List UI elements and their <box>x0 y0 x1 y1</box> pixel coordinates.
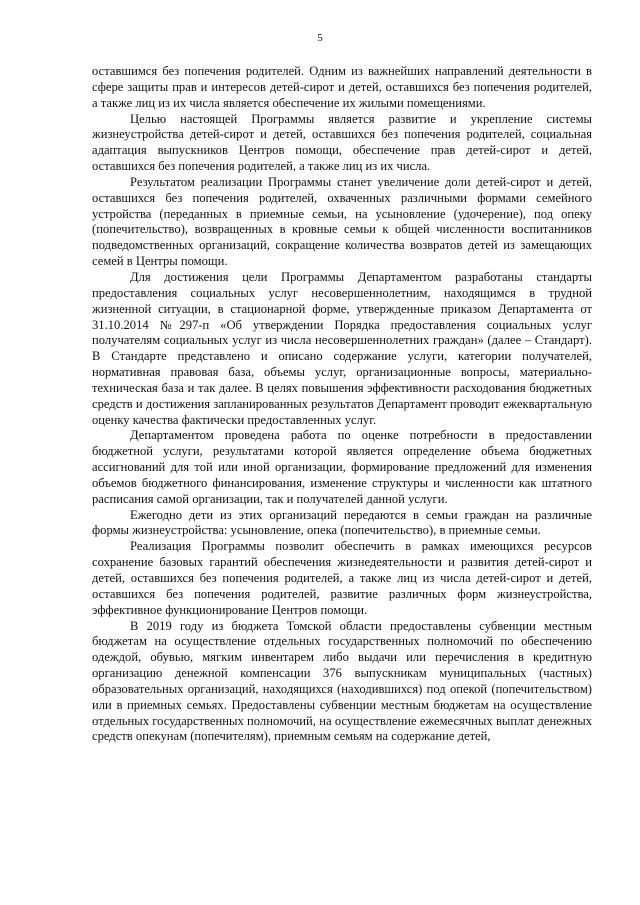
paragraph-needs-assessment: Департаментом проведена работа по оценке потребности в предоставлении бюджетной услуги, результатами которой является определение объема бюджетных ассигнований для той или иной организации, формирование предложений для изменения объемов бюджетного финансирования, изменение структуры и численности как штатного расписания самой организации, так и получателей данной услуги. <box>92 428 592 506</box>
paragraph-subventions-2019: В 2019 году из бюджета Томской области предоставлены субвенции местным бюджетам на осуществление отдельных государственных полномочий по обеспечению одеждой, обувью, мягким инвентарем либо выдачи или перечисления в кредитную организацию денежной компенсации 376 выпускникам муниципальных (частных) образовательных организаций, находящихся (находившихся) под опекой (попечительством) или в приемных семьях. Предоставлены субвенции местным бюджетам на осуществление отдельных государственных полномочий, на осуществление ежемесячных выплат денежных средств опекунам (попечителям), приемным семьям на содержание детей, <box>92 618 592 744</box>
paragraph-program-result: Результатом реализации Программы станет увеличение доли детей-сирот и детей, оставшихся без попечения родителей, охваченных различными формами семейного устройства (переданных в приемные семьи, на усыновление (удочерение), под опеку (попечительство), возвращенных в кровные семьи к общей численности воспитанников подведомственных организаций, сокращение количества возвратов детей из замещающих семей в Центры помощи. <box>92 174 592 269</box>
paragraph-program-implementation: Реализация Программы позволит обеспечить в рамках имеющихся ресурсов сохранение базовых гарантий обеспечения жизнедеятельности и развития детей-сирот и детей, оставшихся без попечения родителей, а также лиц из числа детей-сирот и детей, оставшихся без попечения родителей, развитие различных форм жизнеустройства, эффективное функционирование Центров помощи. <box>92 539 592 617</box>
page-number: 5 <box>317 32 323 44</box>
paragraph-service-standards: Для достижения цели Программы Департаментом разработаны стандарты предоставления социальных услуг несовершеннолетним, находящимся в трудной жизненной ситуации, в стационарной форме, утвержденные приказом Департамента от 31.10.2014 №297-п «Об утверждении Порядка предоставления социальных услуг получателям социальных услуг из числа несовершеннолетних граждан» (далее – Стандарт). В Стандарте представлено и описано содержание услуги, категории получателей, нормативная правовая база, объемы услуг, организационные вопросы, материально-техническая база и так далее. В целях повышения эффективности расходования бюджетных средств и достижения запланированных результатов Департамент проводит ежеквартальную оценку качества фактически предоставленных услуг. <box>92 269 592 427</box>
paragraph-program-goal: Целью настоящей Программы является развитие и укрепление системы жизнеустройства детей-сирот и детей, оставшихся без попечения родителей, социальная адаптация выпускников Центров помощи, обеспечение прав детей-сирот и детей, оставшихся без попечения родителей, а также лиц из их числа. <box>92 111 592 174</box>
document-body <box>92 64 592 745</box>
paragraph-family-placement: Ежегодно дети из этих организаций передаются в семьи граждан на различные формы жизнеустройства: усыновление, опека (попечительство), в приемные семьи. <box>92 507 592 538</box>
paragraph-continuation: оставшимся без попечения родителей. Одним из важнейших направлений деятельности в сфере защиты прав и интересов детей-сирот и детей, оставшихся без попечения родителей, а также лиц из их числа является обеспечение их жилыми помещениями. <box>92 64 592 110</box>
